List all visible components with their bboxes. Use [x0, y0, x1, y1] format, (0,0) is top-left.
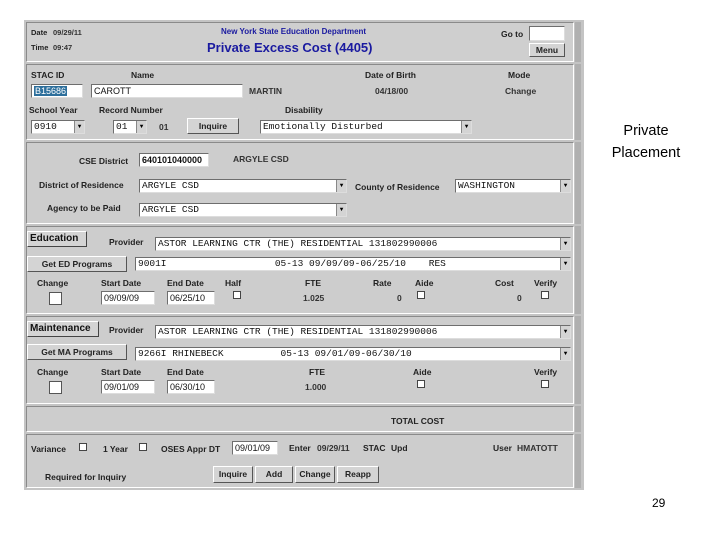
education-program-select[interactable]: 9001I 05-13 09/09/09-06/25/10 RES ▼: [135, 257, 571, 271]
scroll-track[interactable]: [575, 22, 581, 62]
chevron-down-icon[interactable]: ▼: [461, 121, 471, 133]
chevron-down-icon[interactable]: ▼: [74, 121, 84, 133]
inquire-button[interactable]: Inquire: [213, 466, 253, 483]
ed-fte-value: 1.025: [303, 293, 325, 303]
ed-col-cost: Cost: [495, 278, 514, 288]
maintenance-provider-select[interactable]: ASTOR LEARNING CTR (THE) RESIDENTIAL 131802990006 ▼: [155, 325, 571, 339]
chevron-down-icon[interactable]: ▼: [560, 348, 570, 360]
record-number-select[interactable]: 01 ▼: [113, 120, 147, 134]
scroll-track[interactable]: [575, 316, 581, 404]
variance-label: Variance: [31, 444, 66, 454]
mode-value: Change: [505, 86, 537, 96]
stac-id-label: STAC ID: [31, 70, 65, 80]
enter-date: 09/29/11: [317, 443, 350, 453]
header-panel: [26, 22, 574, 62]
district-residence-select[interactable]: ARGYLE CSD ▼: [139, 179, 347, 193]
get-ed-programs-button[interactable]: Get ED Programs: [27, 256, 127, 272]
ed-end-date-input[interactable]: 06/25/10: [167, 291, 215, 305]
district-residence-label: District of Residence: [39, 180, 124, 190]
upd-label: Upd: [391, 443, 408, 453]
dob-label: Date of Birth: [365, 70, 416, 80]
ed-start-date-input[interactable]: 09/09/09: [101, 291, 155, 305]
ma-col-aide: Aide: [413, 367, 432, 377]
ma-col-change: Change: [37, 367, 69, 377]
ed-col-half: Half: [225, 278, 242, 288]
maintenance-program-select[interactable]: 9266I RHINEBECK 05-13 09/01/09-06/30/10 ▼: [135, 347, 571, 361]
goto-input[interactable]: [529, 26, 565, 41]
required-label: Required for Inquiry: [45, 472, 127, 482]
ma-col-start: Start Date: [101, 367, 142, 377]
last-name-input[interactable]: CAROTT: [91, 84, 243, 98]
chevron-down-icon[interactable]: ▼: [136, 121, 146, 133]
ed-half-checkbox[interactable]: [233, 291, 241, 299]
one-year-label: 1 Year: [103, 444, 128, 454]
stac-id-value: B15686: [35, 86, 67, 96]
agency-paid-select[interactable]: ARGYLE CSD ▼: [139, 203, 347, 217]
total-cost-panel: [26, 406, 574, 432]
ma-col-verify: Verify: [534, 367, 558, 377]
ma-fte-value: 1.000: [305, 382, 327, 392]
school-year-select[interactable]: 0910 ▼: [31, 120, 85, 134]
ed-col-aide: Aide: [415, 278, 434, 288]
inquire-record-button[interactable]: Inquire: [187, 118, 239, 134]
cse-district-input[interactable]: 640101040000: [139, 153, 209, 167]
menu-button[interactable]: Menu: [529, 43, 565, 57]
page-title: Private Excess Cost (4405): [207, 40, 373, 55]
district-panel: [26, 142, 574, 224]
ma-change-checkbox[interactable]: [49, 381, 62, 394]
student-panel: [26, 64, 574, 140]
add-button[interactable]: Add: [255, 466, 293, 483]
ed-aide-checkbox[interactable]: [417, 291, 425, 299]
education-panel: [26, 226, 574, 314]
department-name: New York State Education Department: [221, 27, 367, 36]
education-provider-select[interactable]: ASTOR LEARNING CTR (THE) RESIDENTIAL 131802990006 ▼: [155, 237, 571, 251]
one-year-checkbox[interactable]: [139, 443, 147, 451]
user-label: User: [493, 443, 512, 453]
maintenance-provider-label: Provider: [109, 325, 144, 335]
time-label: Time: [31, 43, 49, 52]
ed-verify-checkbox[interactable]: [541, 291, 549, 299]
ed-col-start: Start Date: [101, 278, 142, 288]
scroll-track[interactable]: [575, 142, 581, 224]
enter-label: Enter: [289, 443, 311, 453]
caption-line-1: Private: [623, 123, 669, 139]
oses-label: OSES Appr DT: [161, 444, 221, 454]
chevron-down-icon[interactable]: ▼: [560, 326, 570, 338]
education-provider-label: Provider: [109, 237, 144, 247]
chevron-down-icon[interactable]: ▼: [336, 180, 346, 192]
ed-col-verify: Verify: [534, 278, 558, 288]
ma-aide-checkbox[interactable]: [417, 380, 425, 388]
chevron-down-icon[interactable]: ▼: [560, 238, 570, 250]
ed-col-change: Change: [37, 278, 69, 288]
scroll-track[interactable]: [575, 64, 581, 140]
date-label: Date: [31, 28, 48, 37]
scroll-track[interactable]: [575, 406, 581, 432]
ma-col-fte: FTE: [309, 367, 326, 377]
total-cost-label: TOTAL COST: [391, 416, 445, 426]
dob-value: 04/18/00: [375, 86, 409, 96]
goto-label: Go to: [501, 29, 524, 39]
scroll-track[interactable]: [575, 226, 581, 314]
ma-start-date-input[interactable]: 09/01/09: [101, 380, 155, 394]
ed-col-rate: Rate: [373, 278, 392, 288]
app-screen: [24, 20, 584, 490]
footer-panel: [26, 434, 574, 488]
get-ma-programs-button[interactable]: Get MA Programs: [27, 344, 127, 360]
name-label: Name: [131, 70, 155, 80]
reapp-button[interactable]: Reapp: [337, 466, 379, 483]
stac-label: STAC: [363, 443, 386, 453]
county-residence-label: County of Residence: [355, 182, 440, 192]
stac-id-input[interactable]: [31, 84, 83, 98]
ma-col-end: End Date: [167, 367, 204, 377]
first-name-value: MARTIN: [249, 86, 283, 96]
slide-caption: [596, 120, 696, 164]
record-number-label: Record Number: [99, 105, 163, 115]
variance-checkbox[interactable]: [79, 443, 87, 451]
cse-district-label: CSE District: [79, 156, 129, 166]
ed-col-fte: FTE: [305, 278, 322, 288]
county-residence-select[interactable]: WASHINGTON ▼: [455, 179, 571, 193]
disability-label: Disability: [285, 105, 323, 115]
user-value: HMATOTT: [517, 443, 558, 453]
scroll-track[interactable]: [575, 434, 581, 488]
ed-change-checkbox[interactable]: [49, 292, 62, 305]
time-value: 09:47: [53, 43, 73, 52]
oses-date-input[interactable]: 09/01/09: [232, 441, 278, 455]
ed-cost-value: 0: [517, 293, 522, 303]
education-section-label: Education: [27, 231, 87, 247]
ed-rate-value: 0: [397, 293, 402, 303]
caption-line-2: Placement: [611, 145, 681, 161]
chevron-down-icon[interactable]: ▼: [560, 258, 570, 270]
ed-col-end: End Date: [167, 278, 204, 288]
agency-paid-label: Agency to be Paid: [47, 203, 121, 213]
cse-district-name: ARGYLE CSD: [233, 154, 289, 164]
page-number: 29: [652, 496, 666, 510]
date-value: 09/29/11: [53, 28, 82, 37]
chevron-down-icon[interactable]: ▼: [560, 180, 570, 192]
change-button[interactable]: Change: [295, 466, 335, 483]
maintenance-panel: [26, 316, 574, 404]
disability-select[interactable]: Emotionally Disturbed ▼: [260, 120, 472, 134]
chevron-down-icon[interactable]: ▼: [336, 204, 346, 216]
record-number-value: 01: [159, 122, 169, 132]
ma-verify-checkbox[interactable]: [541, 380, 549, 388]
ma-end-date-input[interactable]: 06/30/10: [167, 380, 215, 394]
school-year-label: School Year: [29, 105, 78, 115]
mode-label: Mode: [508, 70, 531, 80]
maintenance-section-label: Maintenance: [27, 321, 99, 337]
